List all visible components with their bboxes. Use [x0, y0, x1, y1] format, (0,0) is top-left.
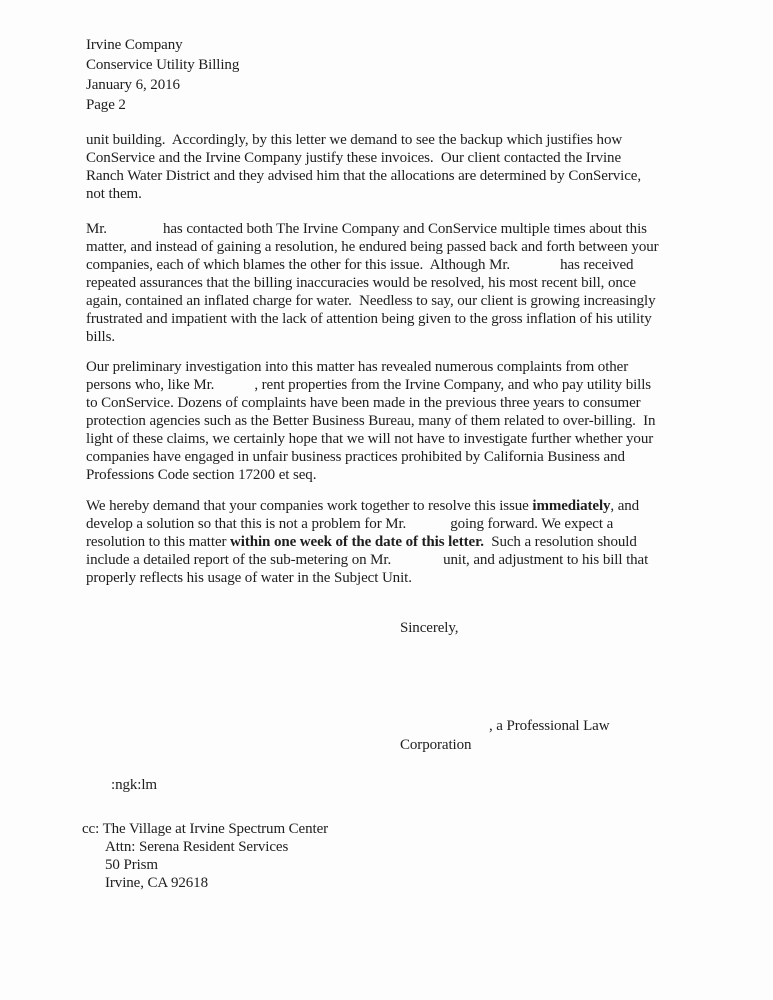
text-fragment: resolution to this matter [86, 534, 231, 550]
paragraph-line [86, 256, 633, 274]
paragraph-line [86, 497, 639, 515]
cc-attention: Attn: Serena Resident Services [105, 839, 289, 855]
cc-city-state-zip: Irvine, CA 92618 [105, 875, 208, 891]
text-fragment: Such a resolution should [483, 534, 637, 550]
page-number: Page 2 [86, 97, 126, 113]
text-fragment: develop a solution so that this is not a problem for Mr. [86, 516, 407, 532]
paragraph-line: again, contained an inflated charge for water. Needless to say, our client is growing increasingly [86, 293, 656, 309]
paragraph-line [86, 551, 648, 569]
paragraph-line: properly reflects his usage of water in the Subject Unit. [86, 570, 412, 586]
text-fragment: has contacted both The Irvine Company and ConService multiple times about this [162, 221, 647, 237]
paragraph-line: matter, and instead of gaining a resolution, he endured being passed back and forth between your [86, 239, 659, 255]
subject-line: Conservice Utility Billing [86, 57, 240, 73]
paragraph-line [86, 515, 613, 533]
paragraph-line: not them. [86, 186, 142, 202]
text-fragment: unit, and adjustment to his bill that [443, 552, 649, 568]
paragraph-line: protection agencies such as the Better Business Bureau, many of them related to over-billing. In [86, 413, 656, 429]
closing-salutation: Sincerely, [400, 620, 459, 636]
text-fragment: We hereby demand that your companies work together to resolve this issue [86, 498, 533, 514]
paragraph-line: frustrated and impatient with the lack of attention being given to the gross inflation of his utility [86, 311, 652, 327]
paragraph-line [86, 220, 647, 238]
cc-recipient: The Village at Irvine Spectrum Center [102, 821, 329, 837]
paragraph-line: ConService and the Irvine Company justify these invoices. Our client contacted the Irvine [86, 150, 622, 166]
firm-name-line-2: Corporation [400, 737, 472, 753]
letter-date: January 6, 2016 [86, 77, 180, 93]
emphasis-text: immediately [532, 498, 611, 514]
firm-name-line-1: , a Professional Law [489, 718, 610, 734]
paragraph-line [86, 533, 637, 551]
emphasis-text: within one week of the date of this letter. [230, 534, 484, 550]
paragraph-line: light of these claims, we certainly hope that we will not have to investigate further whether your [86, 431, 654, 447]
text-fragment: include a detailed report of the sub-metering on Mr. [86, 552, 392, 568]
text-fragment: , rent properties from the Irvine Company, and who pay utility bills [254, 377, 652, 393]
paragraph-line: Our preliminary investigation into this matter has revealed numerous complaints from other [86, 359, 629, 375]
text-fragment: persons who, like Mr. [86, 377, 215, 393]
text-fragment: Mr. [86, 221, 107, 237]
typist-initials: :ngk:lm [111, 777, 157, 793]
text-fragment: has received [560, 257, 634, 273]
paragraph-line: companies have engaged in unfair business practices prohibited by California Business and [86, 449, 625, 465]
cc-label: cc: [82, 821, 100, 837]
cc-line [82, 820, 328, 838]
text-fragment: going forward. We expect a [450, 516, 614, 532]
recipient-name: Irvine Company [86, 37, 183, 53]
text-fragment: companies, each of which blames the other for this issue. Although Mr. [86, 257, 511, 273]
paragraph-line: to ConService. Dozens of complaints have been made in the previous three years to consumer [86, 395, 641, 411]
paragraph-line: repeated assurances that the billing inaccuracies would be resolved, his most recent bill, once [86, 275, 636, 291]
text-fragment: , and [610, 498, 640, 514]
paragraph-line: bills. [86, 329, 115, 345]
paragraph-line: unit building. Accordingly, by this letter we demand to see the backup which justifies how [86, 132, 623, 148]
paragraph-line: Professions Code section 17200 et seq. [86, 467, 317, 483]
paragraph-line: Ranch Water District and they advised him that the allocations are determined by ConService, [86, 168, 641, 184]
paragraph-line [86, 376, 651, 394]
cc-street: 50 Prism [105, 857, 158, 873]
